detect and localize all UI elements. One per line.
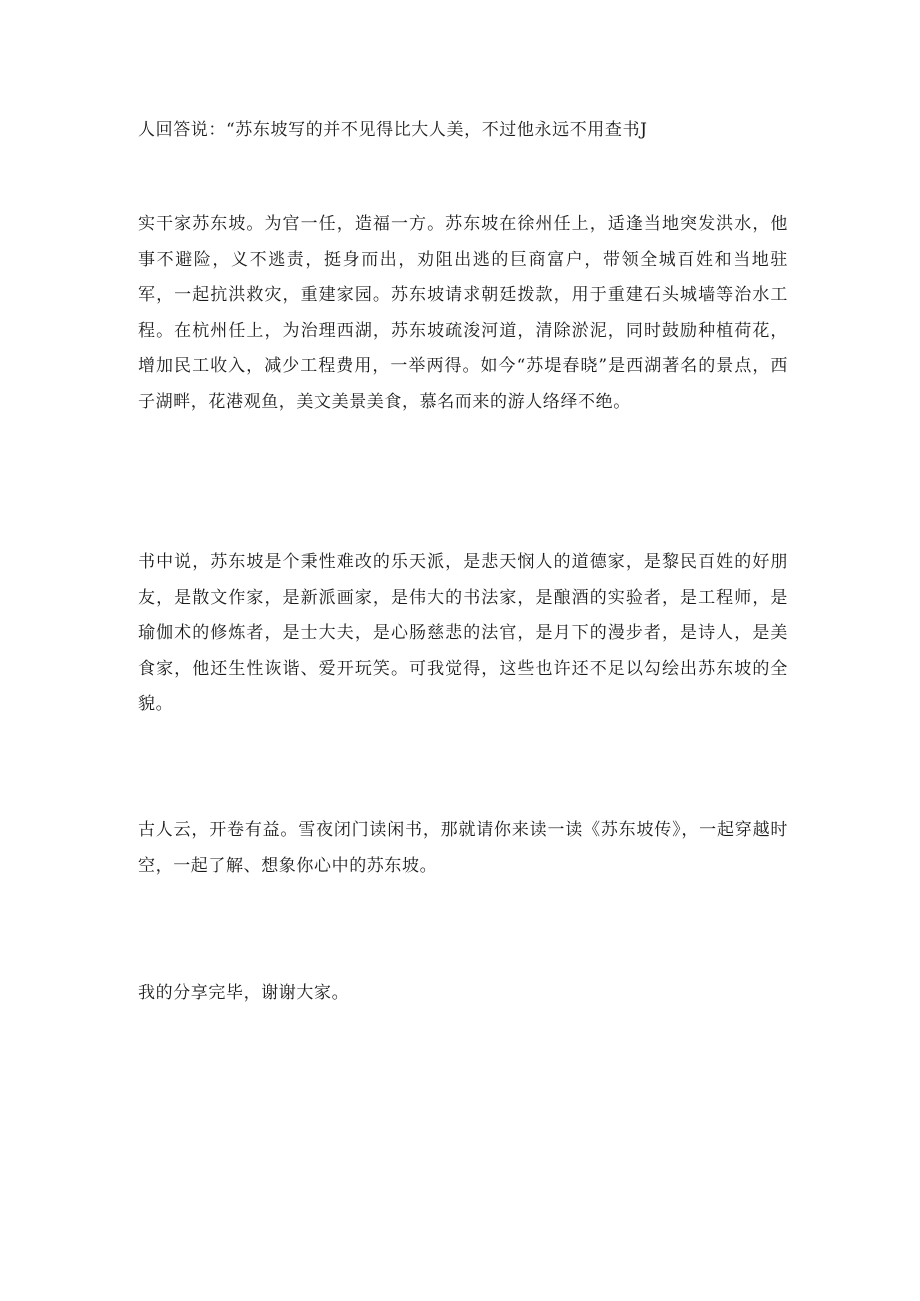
paragraph-practical-man: 实干家苏东坡。为官一任，造福一方。苏东坡在徐州任上，适逢当地突发洪水，他事不避险，义不逃责，挺身而出，劝阻出逃的巨商富户，带领全城百姓和当地驻军，一起抗洪救灾，重建家园。苏东坡请求朝廷拨款，用于重建石头城墙等治水工程。在杭州任上，为治理西湖，苏东坡疏浚河道，清除淤泥，同时鼓励种植荷花，增加民工收入，减少工程费用，一举两得。如今“苏堤春晓”是西湖著名的景点，西子湖畔，花港观鱼，美文美景美食，慕名而来的游人络绎不绝。 xyxy=(138,214,788,412)
paragraph-book-description: 书中说，苏东坡是个秉性难改的乐天派，是悲天悯人的道德家，是黎民百姓的好朋友，是散文作家，是新派画家，是伟大的书法家，是酿酒的实验者，是工程师，是瑜伽术的修炼者，是士大夫，是心肠慈悲的法官，是月下的漫步者，是诗人，是美食家，他还生性诙谐、爱开玩笑。可我觉得，这些也许还不足以勾绘出苏东坡的全貌。 xyxy=(138,552,788,714)
paragraph-closing: 我的分享完毕，谢谢大家。 xyxy=(138,983,350,1003)
paragraph-recommendation: 古人云，开卷有益。雪夜闭门读闲书，那就请你来读一读《苏东坡传》，一起穿越时空，一起了解、想象你心中的苏东坡。 xyxy=(138,820,788,876)
paragraph-intro-quote: 人回答说：“苏东坡写的并不见得比大人美，不过他永远不用查书J xyxy=(138,120,648,140)
